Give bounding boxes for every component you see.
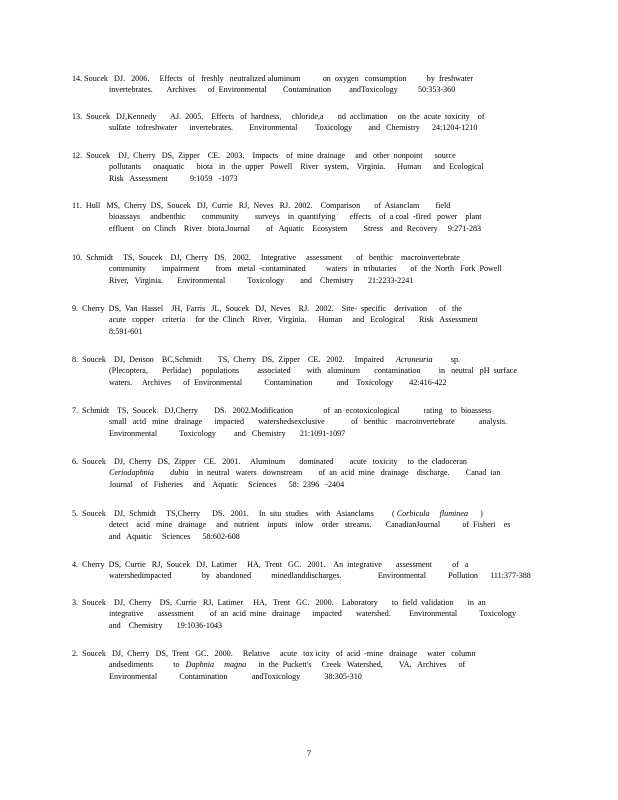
reference-line: 4. Cherry DS, Currie RJ, Soucek DJ, Latimer HA, Trent GC. 2001. An integrative assessment of a [72,560,469,569]
reference-5 [72,508,546,542]
reference-3 [72,597,546,631]
reference-line: 11. Hull MS, Cherry DS, Soucek DJ, Currie RJ, Neves RJ. 2002. Comparison of Asianclam field [72,201,451,210]
page-number: 7 [306,748,312,758]
reference-line: and Chemistry 19:1036-1043 [109,620,223,630]
reference-line: 8. Soucek DJ, Denson BC,Schmidt TS, Cherry DS, Zipper CE. 2002. Impaired Acroneuria sp. [72,355,461,364]
reference-8 [72,354,546,388]
reference-line: 2. Soucek DJ, Cherry DS, Trent GC. 2000. Relative acute tox icity of acid -mine drainage water column [72,649,476,658]
reference-line: watershedimpacted by abandoned minedlanddischarges. Environmental Pollution 111:377-388 [109,571,531,581]
reference-line: integrative assessment of an acid mine drainage impacted watershed. Environmental Toxicology [109,609,517,619]
reference-line: Environmental Contamination andToxicology 38:305-310 [109,671,362,681]
reference-2 [72,648,546,682]
reference-line: Journal of Fisheries and Aquatic Sciences 58: 2396 -2404 [109,479,345,489]
reference-line: 12. Soucek DJ, Cherry DS, Zipper CE. 2003. Impacts of mine drainage and other nonpoint source [72,151,456,160]
reference-line: Risk Assessment 9:1059 -1073 [109,173,238,183]
reference-line: 14. Soucek DJ. 2006. Effects of freshly neutralized aluminum on oxygen consumption by freshwater [72,74,474,83]
reference-7 [72,405,546,439]
reference-11 [72,200,546,234]
reference-line: Ceriodaphnia dubia in neutral waters downstream of an acid mine drainage discharge. Canad ian [109,468,501,478]
reference-6 [72,456,546,490]
reference-line: community impairment from metal -contaminated waters in tributaries of the North Fork Powell [109,264,502,274]
reference-line: (Plecoptera, Perlidae) populations associated with aluminum contamination in neutral pH surface [109,366,517,376]
reference-line: 9. Cherry DS, Van Hassel JH, Farris JL, Soucek DJ, Neves RJ. 2002. Site- specific derivation of the [72,304,462,313]
reference-line: pollutants onaquatic biota in the upper Powell River system, Virginia. Human and Ecological [109,162,484,172]
reference-13 [72,111,546,134]
reference-line: 10. Schmidt TS, Soucek DJ, Cherry DS. 2002. Integrative assessment of benthic macroinvertebrate [72,253,460,262]
reference-9 [72,303,546,337]
reference-10 [72,252,546,286]
reference-line: sulfate tofreshwater invertebrates. Environmental Toxicology and Chemistry 24:1204-1210 [109,123,478,133]
reference-line: Environmental Toxicology and Chemistry 21:1091-1097 [109,428,346,438]
reference-line: River, Virginia. Environmental Toxicology and Chemistry 21:2233-2241 [109,275,414,285]
reference-line: detect acid mine drainage and nutrient inputs inlow order streams. CanadianJournal of Fisheri es [109,520,511,530]
reference-line: 6. Soucek DJ, Cherry DS, Zipper CE. 2001. Aluminum dominated acute toxicity to the cladoceran [72,457,467,466]
reference-line: acute copper criteria for the Clinch River, Virginia. Human and Ecological Risk Assessment [109,315,478,325]
reference-line: small acid mine drainage impacted watershedsexclusive of benthic macroinvertebrate analysis. [109,417,508,427]
reference-4 [72,559,546,582]
reference-line: 3. Soucek DJ, Cherry DS, Currie RJ, Latimer HA, Trent GC. 2000. Laboratory to field validation in an [72,598,486,607]
reference-line: andsediments to Daphnia magna in the Puckett's Creek Watershed, VA. Archives of [109,660,466,670]
reference-line: 5. Soucek DJ, Schmidt TS,Cherry DS. 2001. In situ studies with Asianclams ( Corbicula fluminea ) [72,509,483,518]
reference-line: bioassays andbenthic community surveys in quantifying effects of a coal -fired power plant [109,212,482,222]
reference-line: 13. Soucek DJ,Kennedy AJ. 2005. Effects of hardness, chloride,a nd acclimation on the acute toxicity of [72,112,485,121]
reference-line: and Aquatic Sciences 58:602-608 [109,531,240,541]
reference-14 [72,73,546,96]
reference-line: waters. Archives of Environmental Contamination and Toxicology 42:416-422 [109,377,447,387]
reference-line: invertebrates. Archives of Environmental Contamination andToxicology 50:353-360 [109,85,456,95]
reference-12 [72,150,546,184]
reference-line: 7. Schmidt TS, Soucek DJ,Cherry DS. 2002.Modification of an ecotoxicological rating to bioassess [72,406,492,415]
reference-line: effluent on Clinch River biota.Journal of Aquatic Ecosystem Stress and Recovery 9:271-283 [109,223,482,233]
reference-line: 8:591-601 [109,326,143,336]
